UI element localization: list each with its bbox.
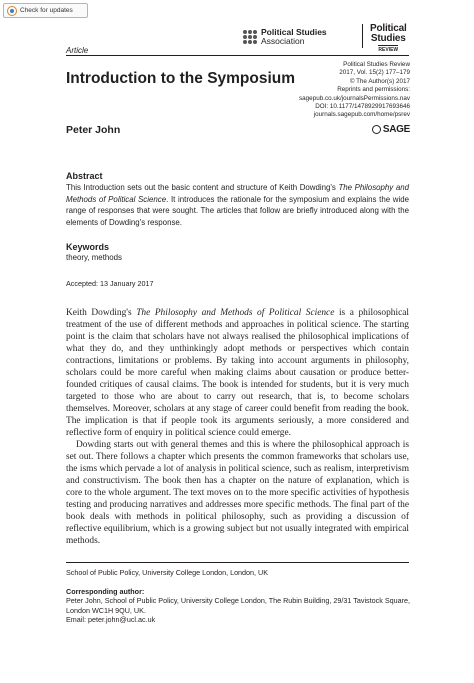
abstract-book-title: The Philosophy and Methods of Political Science xyxy=(66,183,410,204)
header-rule xyxy=(66,55,409,56)
association-name: Political Studies xyxy=(261,27,327,37)
association-sub: Association xyxy=(261,36,305,46)
corresponding-address: Peter John, School of Public Policy, University College London, The Rubin Building, 29/31 Tavistock Square, xyxy=(66,596,410,605)
logo-divider xyxy=(362,24,363,48)
abstract-text: This Introduction sets out the basic content and structure of Keith Dowding's The Philosophy and Methods of Political Science. It introduces the rationale for the symposium and explains the wide range of responses that were sought. The articles that follow are briefly introduced along with the elements of Dowding's response. xyxy=(66,183,410,227)
abstract-heading: Abstract xyxy=(66,171,103,181)
psa-logo xyxy=(243,28,327,46)
author-affiliation: School of Public Policy, University College London, London, UK xyxy=(66,568,269,577)
article-title: Introduction to the Symposium xyxy=(66,70,296,87)
body-paragraph-1: Keith Dowding's The Philosophy and Methods of Political Science is a philosophical treatment of the use of different methods and approaches in political science. The starting point is the claim that scholars have not always realised the philosophical implications of what they do, and they unthinkingly adopt methods or perspectives which contain contractions, limitations or problems. By taking into account arguments in philosophy, scholars could be more careful when making claims about causation or produce better-founded critiques of causal claims. The book is intended for students, but it is very much targeted to those who are about to carry out research, that is, to become scholars themselves. Moreover, scholars at any stage of career could benefit from reading the book. The implication is that if people took its arguments seriously, a more considered and reflective form of enquiry in political science could emerge. xyxy=(66,308,410,438)
sage-circle-icon xyxy=(372,125,381,134)
corresponding-email[interactable]: Email: peter.john@ucl.ac.uk xyxy=(66,615,156,624)
journal-logo-line3: REVIEW xyxy=(378,47,399,53)
doi-link[interactable]: DOI: 10.1177/1478929917693646 xyxy=(315,103,410,111)
footnote-rule xyxy=(66,562,409,563)
publisher-name: SAGE xyxy=(382,124,410,135)
check-for-updates-label: Check for updates xyxy=(20,7,73,14)
copyright: © The Author(s) 2017 xyxy=(349,77,410,85)
crossmark-icon xyxy=(7,6,17,16)
author-name: Peter John xyxy=(66,124,121,136)
journal-home-link[interactable]: journals.sagepub.com/home/psrev xyxy=(313,111,410,119)
body-text xyxy=(66,307,409,547)
permissions-link[interactable]: sagepub.co.uk/journalsPermissions.nav xyxy=(299,94,410,102)
journal-name: Political Studies Review xyxy=(343,61,410,68)
reprints-label: Reprints and permissions: xyxy=(337,86,410,94)
article-type: Article xyxy=(66,46,89,55)
keywords-heading: Keywords xyxy=(66,242,110,252)
accepted-date: Accepted: 13 January 2017 xyxy=(66,279,154,288)
journal-logo xyxy=(370,24,407,53)
journal-volume: 2017, Vol. 15(2) 177–179 xyxy=(339,69,410,77)
corresponding-postcode: London WC1H 9QU, UK. xyxy=(66,605,146,615)
check-for-updates-button[interactable] xyxy=(3,3,88,18)
corresponding-author-heading: Corresponding author: xyxy=(66,587,145,596)
body-paragraph-2: Dowding starts out with general themes and this is where the philosophical approach is set out. There follows a chapter which presents the common frameworks that scholars use, the isms which pervade a lot of analysis in political science, such as realism, interpretivism and constructivism. The book then has a chapter on the nature of explanation, which is core to the whole argument. The text moves on to the more specific activities of hypothesis testing and producing narratives and addresses more specific methods. The final part of the book deals with methods in political philosophy, such as providing a discussion of reflective equilibrium, which is a growing subject but not usually integrated with empirical methods. xyxy=(66,440,409,546)
corresponding-author-details xyxy=(66,596,410,625)
journal-meta xyxy=(299,61,410,120)
sage-logo xyxy=(372,124,410,135)
journal-logo-line2: Studies xyxy=(370,33,406,44)
psa-mark-icon xyxy=(243,30,257,44)
journal-logo-line1: Political xyxy=(370,23,407,34)
keywords-text: theory, methods xyxy=(66,253,122,262)
body-book-title: The Philosophy and Methods of Political Science xyxy=(136,308,335,318)
